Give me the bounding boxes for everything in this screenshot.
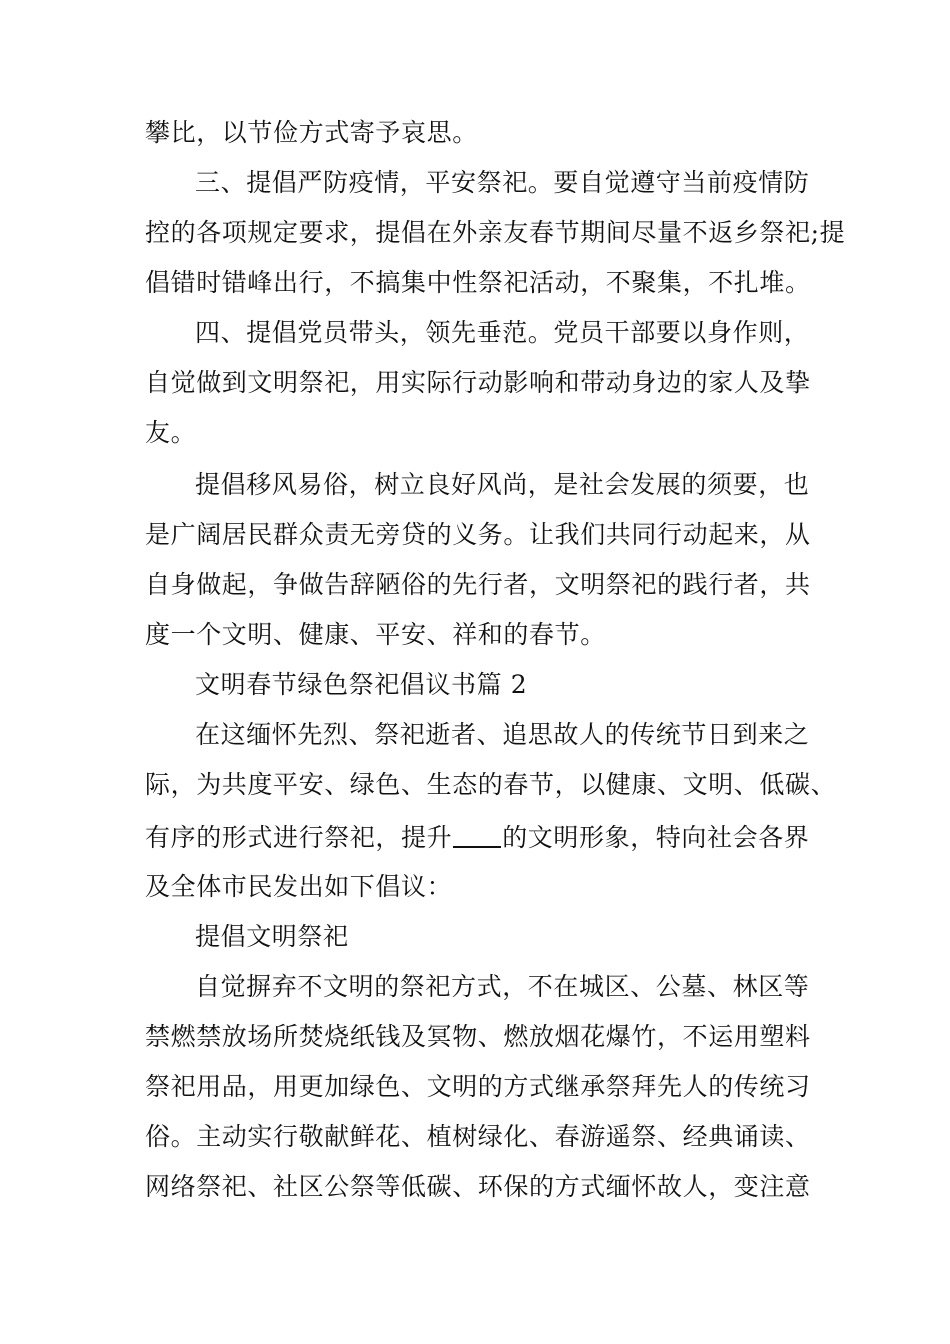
text-line: 友。 [145, 418, 197, 447]
text-line [145, 822, 809, 852]
section-heading: 提倡文明祭祀 [195, 922, 349, 951]
text-segment: 的文明形象，特向社会各界 [502, 823, 810, 852]
text-line: 自觉摒弃不文明的祭祀方式，不在城区、公墓、林区等 [195, 972, 810, 1001]
text-line: 禁燃禁放场所焚烧纸钱及冥物、燃放烟花爆竹，不运用塑料 [145, 1022, 811, 1051]
text-line: 自身做起，争做告辞陋俗的先行者，文明祭祀的践行者，共 [145, 570, 811, 599]
text-line: 度一个文明、健康、平安、祥和的春节。 [145, 620, 606, 649]
text-line: 控的各项规定要求，提倡在外亲友春节期间尽量不返乡祭祀;提 [145, 218, 846, 247]
text-line: 四、提倡党员带头，领先垂范。党员干部要以身作则， [195, 318, 810, 347]
text-line: 攀比，以节俭方式寄予哀思。 [145, 118, 478, 147]
text-line: 在这缅怀先烈、祭祀逝者、追思故人的传统节日到来之 [195, 720, 810, 749]
text-line: 及全体市民发出如下倡议： [145, 872, 453, 901]
text-line: 是广阔居民群众责无旁贷的义务。让我们共同行动起来，从 [145, 520, 811, 549]
section-heading: 文明春节绿色祭祀倡议书篇 2 [195, 670, 528, 699]
fill-in-blank [453, 822, 501, 848]
text-line: 自觉做到文明祭祀，用实际行动影响和带动身边的家人及挚 [145, 368, 811, 397]
text-segment: 有序的形式进行祭祀，提升 [145, 823, 453, 852]
text-line: 祭祀用品，用更加绿色、文明的方式继承祭拜先人的传统习 [145, 1072, 811, 1101]
text-line: 际，为共度平安、绿色、生态的春节，以健康、文明、低碳、 [145, 770, 837, 799]
text-line: 倡错时错峰出行，不搞集中性祭祀活动，不聚集，不扎堆。 [145, 268, 811, 297]
text-line: 提倡移风易俗，树立良好风尚，是社会发展的须要，也 [195, 470, 810, 499]
text-line: 俗。主动实行敬献鲜花、植树绿化、春游遥祭、经典诵读、 [145, 1122, 811, 1151]
text-line: 三、提倡严防疫情，平安祭祀。要自觉遵守当前疫情防 [195, 168, 810, 197]
text-line: 网络祭祀、社区公祭等低碳、环保的方式缅怀故人，变注意 [145, 1172, 811, 1201]
